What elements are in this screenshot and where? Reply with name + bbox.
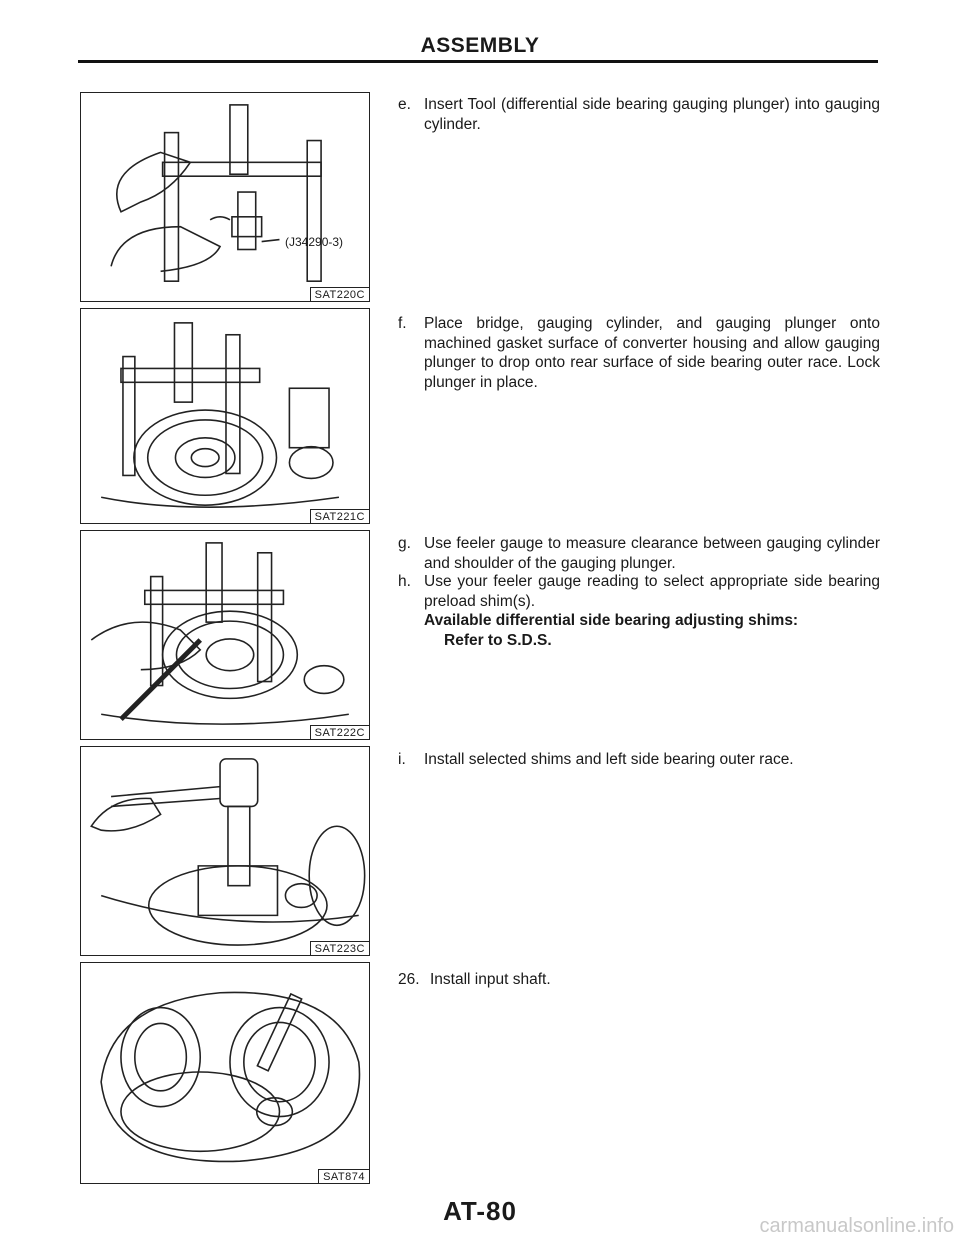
step-label: e. [398, 96, 411, 113]
figure-feeler-gauge [80, 530, 370, 740]
figure-gauging-plunger-insert [80, 92, 370, 302]
step-text: Install selected shims and left side bearing outer race. [424, 751, 794, 768]
page-title: ASSEMBLY [420, 34, 540, 57]
feeler-gauge-illustration [81, 531, 369, 739]
figure-code: SAT221C [310, 509, 369, 523]
step-label: i. [398, 751, 406, 768]
step-label: 26. [398, 971, 420, 988]
step-text: Use your feeler gauge reading to select appropriate side bearing preload shim(s). [424, 573, 880, 610]
step-e [398, 95, 880, 134]
plunger-insert-illustration [81, 93, 369, 301]
step-label: g. [398, 535, 411, 552]
step-text: Place bridge, gauging cylinder, and gauging plunger onto machined gasket surface of converter housing and allow gauging plunger to drop onto rear surface of side bearing outer race. Lock plunger in place. [424, 315, 880, 391]
header-rule [78, 60, 878, 63]
figure-code: SAT874 [318, 1169, 369, 1183]
watermark: carmanualsonline.info [759, 1215, 954, 1237]
figure-input-shaft [80, 962, 370, 1184]
step-g [398, 534, 880, 573]
step-i [398, 750, 880, 770]
figure-outer-race-install [80, 746, 370, 956]
spec-reference: Refer to S.D.S. [444, 631, 552, 649]
figure-code: SAT220C [310, 287, 369, 301]
tool-callout: (J34290-3) [285, 235, 344, 249]
step-label: h. [398, 573, 411, 590]
shim-spec [424, 611, 880, 650]
input-shaft-illustration [81, 963, 369, 1183]
page-number: AT-80 [443, 1196, 517, 1226]
spec-heading: Available differential side bearing adjusting shims: [424, 612, 799, 629]
step-f [398, 314, 880, 392]
figure-code: SAT222C [310, 725, 369, 739]
step-h [398, 572, 880, 650]
bridge-placement-illustration [81, 309, 369, 523]
step-text: Insert Tool (differential side bearing gauging plunger) into gauging cylinder. [424, 96, 880, 133]
step-text: Use feeler gauge to measure clearance between gauging cylinder and shoulder of the gauging plunger. [424, 535, 880, 572]
figure-code: SAT223C [310, 941, 369, 955]
step-label: f. [398, 315, 407, 332]
figure-bridge-placement [80, 308, 370, 524]
step-text: Install input shaft. [430, 971, 551, 988]
outer-race-install-illustration [81, 747, 369, 955]
step-26 [398, 970, 880, 990]
